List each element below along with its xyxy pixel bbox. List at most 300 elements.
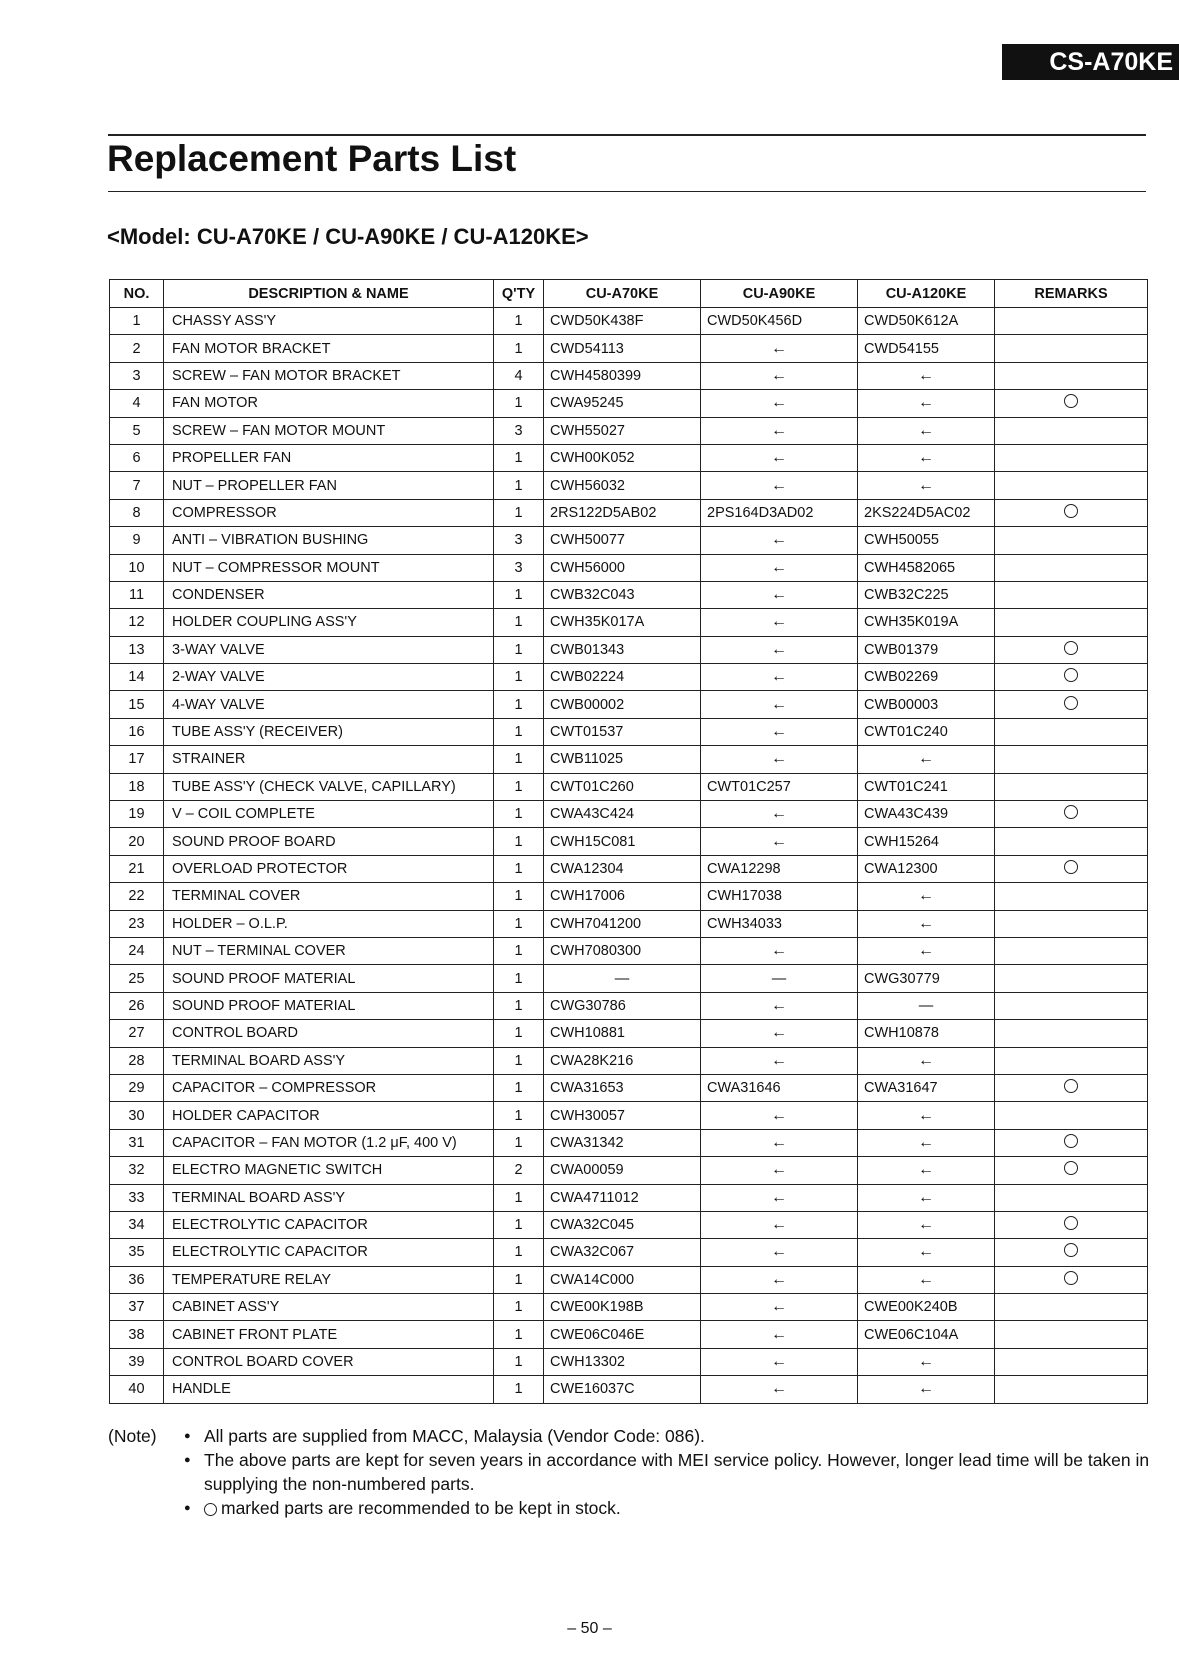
cell-no: 38 [110, 1321, 164, 1348]
cell-cu-a70ke: CWE06C046E [544, 1321, 701, 1348]
cell-cu-a70ke: CWH17006 [544, 883, 701, 910]
cell-cu-a120ke: 2KS224D5AC02 [858, 499, 995, 526]
cell-cu-a90ke [701, 1047, 858, 1074]
cell-description: CAPACITOR – FAN MOTOR (1.2 μF, 400 V) [164, 1129, 494, 1156]
cell-cu-a90ke [701, 718, 858, 745]
cell-qty: 1 [494, 1239, 544, 1266]
cell-description: NUT – COMPRESSOR MOUNT [164, 554, 494, 581]
cell-no: 13 [110, 636, 164, 663]
same-as-left-arrow-icon: ← [918, 1188, 934, 1206]
same-as-left-arrow-icon: ← [771, 695, 787, 713]
cell-description: CABINET FRONT PLATE [164, 1321, 494, 1348]
col-header-cu-a90ke: CU-A90KE [701, 280, 858, 308]
cell-cu-a120ke [858, 1157, 995, 1184]
cell-remarks [995, 499, 1148, 526]
cell-cu-a70ke: CWH7080300 [544, 937, 701, 964]
cell-cu-a120ke: CWA12300 [858, 855, 995, 882]
same-as-left-arrow-icon: ← [771, 1161, 787, 1179]
model-tag: CS-A70KE [1002, 44, 1179, 80]
same-as-left-arrow-icon: ← [771, 1380, 787, 1398]
cell-cu-a90ke: CWA12298 [701, 855, 858, 882]
table-row [110, 362, 1148, 389]
cell-remarks [995, 910, 1148, 937]
cell-cu-a70ke: CWH55027 [544, 417, 701, 444]
cell-qty: 3 [494, 554, 544, 581]
same-as-left-arrow-icon: ← [771, 394, 787, 412]
table-row [110, 1102, 1148, 1129]
cell-no: 5 [110, 417, 164, 444]
cell-cu-a90ke: CWD50K456D [701, 308, 858, 335]
table-row [110, 1047, 1148, 1074]
table-row [110, 581, 1148, 608]
cell-cu-a120ke [858, 362, 995, 389]
cell-description: CAPACITOR – COMPRESSOR [164, 1074, 494, 1101]
table-row [110, 499, 1148, 526]
cell-qty: 1 [494, 691, 544, 718]
same-as-left-arrow-icon: ← [771, 366, 787, 384]
table-row [110, 664, 1148, 691]
table-row [110, 1376, 1148, 1403]
cell-qty: 1 [494, 937, 544, 964]
table-row [110, 444, 1148, 471]
cell-cu-a120ke: CWH15264 [858, 828, 995, 855]
cell-cu-a70ke: CWA14C000 [544, 1266, 701, 1293]
cell-remarks [995, 855, 1148, 882]
cell-cu-a90ke [701, 1102, 858, 1129]
cell-remarks [995, 1129, 1148, 1156]
cell-remarks [995, 581, 1148, 608]
cell-no: 24 [110, 937, 164, 964]
cell-remarks [995, 746, 1148, 773]
cell-remarks [995, 1348, 1148, 1375]
cell-cu-a90ke [701, 335, 858, 362]
cell-cu-a70ke [544, 965, 701, 992]
cell-cu-a120ke: CWE00K240B [858, 1294, 995, 1321]
cell-cu-a70ke: CWA95245 [544, 390, 701, 417]
cell-qty: 1 [494, 910, 544, 937]
same-as-left-arrow-icon: ← [771, 1188, 787, 1206]
recommended-stock-circle-icon [1064, 860, 1078, 874]
cell-remarks [995, 1266, 1148, 1293]
same-as-left-arrow-icon: ← [771, 449, 787, 467]
same-as-left-arrow-icon: ← [771, 476, 787, 494]
table-row [110, 1239, 1148, 1266]
same-as-left-arrow-icon: ← [918, 1243, 934, 1261]
parts-table-body [110, 308, 1148, 1404]
cell-description: SOUND PROOF MATERIAL [164, 965, 494, 992]
same-as-left-arrow-icon: ← [771, 723, 787, 741]
cell-qty: 1 [494, 335, 544, 362]
cell-remarks [995, 308, 1148, 335]
table-row [110, 718, 1148, 745]
cell-qty: 1 [494, 746, 544, 773]
cell-no: 16 [110, 718, 164, 745]
cell-no: 17 [110, 746, 164, 773]
same-as-left-arrow-icon: ← [918, 394, 934, 412]
cell-cu-a120ke [858, 937, 995, 964]
cell-cu-a70ke: CWH15C081 [544, 828, 701, 855]
cell-remarks [995, 718, 1148, 745]
cell-description: TUBE ASS'Y (CHECK VALVE, CAPILLARY) [164, 773, 494, 800]
cell-remarks [995, 664, 1148, 691]
same-as-left-arrow-icon: ← [771, 832, 787, 850]
cell-cu-a70ke: CWH56000 [544, 554, 701, 581]
title-top-rule [108, 134, 1146, 136]
cell-description: HANDLE [164, 1376, 494, 1403]
cell-remarks [995, 883, 1148, 910]
cell-no: 7 [110, 472, 164, 499]
cell-cu-a70ke: CWB01343 [544, 636, 701, 663]
cell-cu-a70ke: CWE16037C [544, 1376, 701, 1403]
cell-no: 8 [110, 499, 164, 526]
page-title: Replacement Parts List [107, 138, 517, 179]
cell-cu-a120ke: CWB01379 [858, 636, 995, 663]
same-as-left-arrow-icon: ← [771, 942, 787, 960]
cell-cu-a90ke [701, 937, 858, 964]
cell-remarks [995, 335, 1148, 362]
cell-cu-a120ke [858, 1376, 995, 1403]
cell-cu-a90ke [701, 1266, 858, 1293]
cell-description: CHASSY ASS'Y [164, 308, 494, 335]
same-as-left-arrow-icon: ← [918, 1106, 934, 1124]
cell-description: STRAINER [164, 746, 494, 773]
same-as-left-arrow-icon: ← [771, 805, 787, 823]
cell-remarks [995, 992, 1148, 1019]
cell-cu-a90ke [701, 1157, 858, 1184]
cell-cu-a120ke [858, 992, 995, 1019]
cell-remarks [995, 828, 1148, 855]
cell-cu-a90ke [701, 746, 858, 773]
cell-qty: 1 [494, 636, 544, 663]
same-as-left-arrow-icon: ← [771, 750, 787, 768]
cell-cu-a90ke [701, 1129, 858, 1156]
cell-qty: 1 [494, 1184, 544, 1211]
same-as-left-arrow-icon: ← [771, 558, 787, 576]
cell-qty: 1 [494, 1129, 544, 1156]
cell-remarks [995, 417, 1148, 444]
cell-no: 10 [110, 554, 164, 581]
cell-cu-a90ke [701, 1348, 858, 1375]
cell-qty: 2 [494, 1157, 544, 1184]
recommended-stock-circle-icon [1064, 1079, 1078, 1093]
cell-cu-a120ke: CWE06C104A [858, 1321, 995, 1348]
same-as-left-arrow-icon: ← [771, 1298, 787, 1316]
cell-cu-a70ke: CWA4711012 [544, 1184, 701, 1211]
cell-qty: 1 [494, 1047, 544, 1074]
same-as-left-arrow-icon: ← [918, 476, 934, 494]
cell-no: 1 [110, 308, 164, 335]
col-header-remarks: REMARKS [995, 280, 1148, 308]
cell-cu-a120ke: CWD54155 [858, 335, 995, 362]
same-as-left-arrow-icon: ← [771, 1106, 787, 1124]
cell-cu-a120ke: CWH10878 [858, 1020, 995, 1047]
cell-cu-a70ke: CWA00059 [544, 1157, 701, 1184]
cell-cu-a70ke: CWH30057 [544, 1102, 701, 1129]
cell-no: 11 [110, 581, 164, 608]
same-as-left-arrow-icon: ← [918, 1353, 934, 1371]
cell-cu-a90ke [701, 1211, 858, 1238]
cell-cu-a120ke [858, 1047, 995, 1074]
cell-cu-a120ke [858, 746, 995, 773]
cell-qty: 1 [494, 855, 544, 882]
col-header-qty: Q'TY [494, 280, 544, 308]
cell-cu-a90ke [701, 417, 858, 444]
table-row [110, 1184, 1148, 1211]
cell-qty: 1 [494, 773, 544, 800]
same-as-left-arrow-icon: ← [918, 1051, 934, 1069]
cell-description: HOLDER – O.L.P. [164, 910, 494, 937]
cell-cu-a120ke [858, 1211, 995, 1238]
cell-no: 36 [110, 1266, 164, 1293]
cell-qty: 4 [494, 362, 544, 389]
cell-qty: 1 [494, 581, 544, 608]
same-as-left-arrow-icon: ← [771, 613, 787, 631]
cell-qty: 1 [494, 1348, 544, 1375]
cell-remarks [995, 965, 1148, 992]
cell-qty: 1 [494, 499, 544, 526]
cell-cu-a70ke: CWB00002 [544, 691, 701, 718]
cell-description: ANTI – VIBRATION BUSHING [164, 527, 494, 554]
cell-qty: 1 [494, 1074, 544, 1101]
cell-cu-a120ke [858, 444, 995, 471]
cell-no: 29 [110, 1074, 164, 1101]
cell-description: TUBE ASS'Y (RECEIVER) [164, 718, 494, 745]
cell-remarks [995, 1294, 1148, 1321]
note-text: marked parts are recommended to be kept in stock. [221, 1498, 621, 1518]
cell-cu-a90ke [701, 691, 858, 718]
cell-description: SOUND PROOF MATERIAL [164, 992, 494, 1019]
table-row [110, 1321, 1148, 1348]
cell-qty: 1 [494, 1321, 544, 1348]
recommended-stock-circle-icon [1064, 1161, 1078, 1175]
cell-cu-a90ke [701, 527, 858, 554]
cell-remarks [995, 1102, 1148, 1129]
table-row [110, 937, 1148, 964]
cell-cu-a70ke: CWG30786 [544, 992, 701, 1019]
col-header-description: DESCRIPTION & NAME [164, 280, 494, 308]
cell-qty: 1 [494, 1376, 544, 1403]
cell-no: 34 [110, 1211, 164, 1238]
same-as-left-arrow-icon: ← [918, 1216, 934, 1234]
cell-cu-a70ke: CWB02224 [544, 664, 701, 691]
table-row [110, 636, 1148, 663]
same-as-left-arrow-icon: ← [771, 1216, 787, 1234]
cell-no: 22 [110, 883, 164, 910]
cell-cu-a120ke [858, 910, 995, 937]
table-row [110, 335, 1148, 362]
cell-cu-a90ke: CWA31646 [701, 1074, 858, 1101]
cell-description: CONTROL BOARD COVER [164, 1348, 494, 1375]
cell-cu-a90ke [701, 664, 858, 691]
notes-label: (Note) [108, 1426, 157, 1446]
cell-qty: 1 [494, 308, 544, 335]
cell-cu-a70ke: CWA32C067 [544, 1239, 701, 1266]
cell-cu-a70ke: 2RS122D5AB02 [544, 499, 701, 526]
cell-qty: 1 [494, 828, 544, 855]
cell-remarks [995, 1321, 1148, 1348]
same-as-left-arrow-icon: ← [918, 1133, 934, 1151]
cell-description: HOLDER CAPACITOR [164, 1102, 494, 1129]
recommended-stock-circle-icon [1064, 394, 1078, 408]
cell-cu-a90ke [701, 609, 858, 636]
table-row [110, 390, 1148, 417]
cell-cu-a70ke: CWH50077 [544, 527, 701, 554]
cell-cu-a120ke [858, 1184, 995, 1211]
cell-cu-a120ke [858, 1129, 995, 1156]
table-row [110, 855, 1148, 882]
recommended-stock-circle-icon [1064, 641, 1078, 655]
cell-no: 4 [110, 390, 164, 417]
cell-cu-a70ke: CWA43C424 [544, 801, 701, 828]
cell-qty: 1 [494, 390, 544, 417]
cell-no: 9 [110, 527, 164, 554]
cell-cu-a90ke [701, 828, 858, 855]
cell-cu-a120ke [858, 1266, 995, 1293]
cell-remarks [995, 472, 1148, 499]
cell-cu-a120ke [858, 1348, 995, 1375]
cell-cu-a90ke [701, 965, 858, 992]
cell-no: 37 [110, 1294, 164, 1321]
cell-remarks [995, 937, 1148, 964]
cell-cu-a120ke [858, 883, 995, 910]
cell-qty: 1 [494, 965, 544, 992]
table-row [110, 1348, 1148, 1375]
same-as-left-arrow-icon: ← [771, 1024, 787, 1042]
recommended-stock-circle-icon [1064, 1271, 1078, 1285]
cell-description: TERMINAL BOARD ASS'Y [164, 1047, 494, 1074]
cell-remarks [995, 691, 1148, 718]
cell-cu-a70ke: CWA31342 [544, 1129, 701, 1156]
cell-qty: 1 [494, 609, 544, 636]
cell-cu-a90ke [701, 390, 858, 417]
cell-cu-a70ke: CWH10881 [544, 1020, 701, 1047]
cell-qty: 1 [494, 1102, 544, 1129]
cell-description: 3-WAY VALVE [164, 636, 494, 663]
table-row [110, 609, 1148, 636]
cell-cu-a120ke: CWH35K019A [858, 609, 995, 636]
cell-description: FAN MOTOR BRACKET [164, 335, 494, 362]
cell-description: NUT – TERMINAL COVER [164, 937, 494, 964]
cell-description: FAN MOTOR [164, 390, 494, 417]
cell-remarks [995, 773, 1148, 800]
cell-cu-a120ke: CWB02269 [858, 664, 995, 691]
page-number: – 50 – [567, 1620, 612, 1637]
cell-cu-a70ke: CWA32C045 [544, 1211, 701, 1238]
cell-cu-a90ke: CWH17038 [701, 883, 858, 910]
cell-cu-a120ke: CWB32C225 [858, 581, 995, 608]
cell-cu-a70ke: CWH56032 [544, 472, 701, 499]
cell-cu-a90ke [701, 801, 858, 828]
cell-cu-a120ke [858, 472, 995, 499]
cell-cu-a70ke: CWH4580399 [544, 362, 701, 389]
cell-cu-a120ke: CWG30779 [858, 965, 995, 992]
cell-qty: 1 [494, 472, 544, 499]
title-bottom-rule [108, 191, 1146, 192]
cell-qty: 1 [494, 718, 544, 745]
table-row [110, 801, 1148, 828]
table-row [110, 992, 1148, 1019]
same-as-left-arrow-icon: ← [771, 996, 787, 1014]
circle-mark-icon [204, 1503, 217, 1516]
cell-cu-a70ke: CWT01C260 [544, 773, 701, 800]
table-row [110, 1211, 1148, 1238]
same-as-left-arrow-icon: ← [918, 449, 934, 467]
cell-remarks [995, 554, 1148, 581]
same-as-left-arrow-icon: ← [771, 421, 787, 439]
same-as-left-arrow-icon: ← [918, 366, 934, 384]
cell-no: 25 [110, 965, 164, 992]
cell-description: CONTROL BOARD [164, 1020, 494, 1047]
cell-qty: 1 [494, 801, 544, 828]
cell-description: NUT – PROPELLER FAN [164, 472, 494, 499]
note-text: All parts are supplied from MACC, Malaysia (Vendor Code: 086). [204, 1426, 705, 1446]
cell-description: 4-WAY VALVE [164, 691, 494, 718]
cell-qty: 1 [494, 664, 544, 691]
same-as-left-arrow-icon: ← [771, 1353, 787, 1371]
cell-description: SOUND PROOF BOARD [164, 828, 494, 855]
cell-description: COMPRESSOR [164, 499, 494, 526]
cell-cu-a70ke: CWH00K052 [544, 444, 701, 471]
cell-cu-a120ke: CWT01C241 [858, 773, 995, 800]
same-as-left-arrow-icon: ← [918, 1161, 934, 1179]
cell-description: CABINET ASS'Y [164, 1294, 494, 1321]
cell-remarks [995, 609, 1148, 636]
cell-cu-a90ke [701, 1020, 858, 1047]
not-applicable-dash: — [918, 997, 934, 1014]
cell-cu-a90ke [701, 581, 858, 608]
cell-cu-a120ke: CWD50K612A [858, 308, 995, 335]
cell-no: 18 [110, 773, 164, 800]
cell-remarks [995, 1020, 1148, 1047]
cell-no: 15 [110, 691, 164, 718]
table-row [110, 691, 1148, 718]
cell-description: HOLDER COUPLING ASS'Y [164, 609, 494, 636]
cell-cu-a120ke: CWH50055 [858, 527, 995, 554]
same-as-left-arrow-icon: ← [771, 1325, 787, 1343]
cell-no: 30 [110, 1102, 164, 1129]
cell-qty: 3 [494, 527, 544, 554]
cell-remarks [995, 1376, 1148, 1403]
cell-cu-a70ke: CWD50K438F [544, 308, 701, 335]
table-row [110, 472, 1148, 499]
same-as-left-arrow-icon: ← [918, 750, 934, 768]
same-as-left-arrow-icon: ← [918, 887, 934, 905]
cell-description: ELECTROLYTIC CAPACITOR [164, 1211, 494, 1238]
cell-cu-a120ke [858, 1239, 995, 1266]
same-as-left-arrow-icon: ← [918, 1270, 934, 1288]
same-as-left-arrow-icon: ← [771, 531, 787, 549]
cell-cu-a90ke [701, 636, 858, 663]
cell-cu-a70ke: CWT01537 [544, 718, 701, 745]
parts-table [109, 279, 1148, 1404]
same-as-left-arrow-icon: ← [771, 1270, 787, 1288]
cell-cu-a70ke: CWA12304 [544, 855, 701, 882]
table-row [110, 417, 1148, 444]
same-as-left-arrow-icon: ← [771, 1243, 787, 1261]
table-header-row [110, 280, 1148, 308]
note-item [180, 1424, 1160, 1448]
same-as-left-arrow-icon: ← [771, 640, 787, 658]
cell-description: PROPELLER FAN [164, 444, 494, 471]
cell-qty: 1 [494, 1294, 544, 1321]
not-applicable-dash: — [614, 970, 630, 987]
cell-no: 6 [110, 444, 164, 471]
same-as-left-arrow-icon: ← [771, 1051, 787, 1069]
cell-no: 40 [110, 1376, 164, 1403]
recommended-stock-circle-icon [1064, 668, 1078, 682]
cell-remarks [995, 1157, 1148, 1184]
cell-cu-a70ke: CWH35K017A [544, 609, 701, 636]
